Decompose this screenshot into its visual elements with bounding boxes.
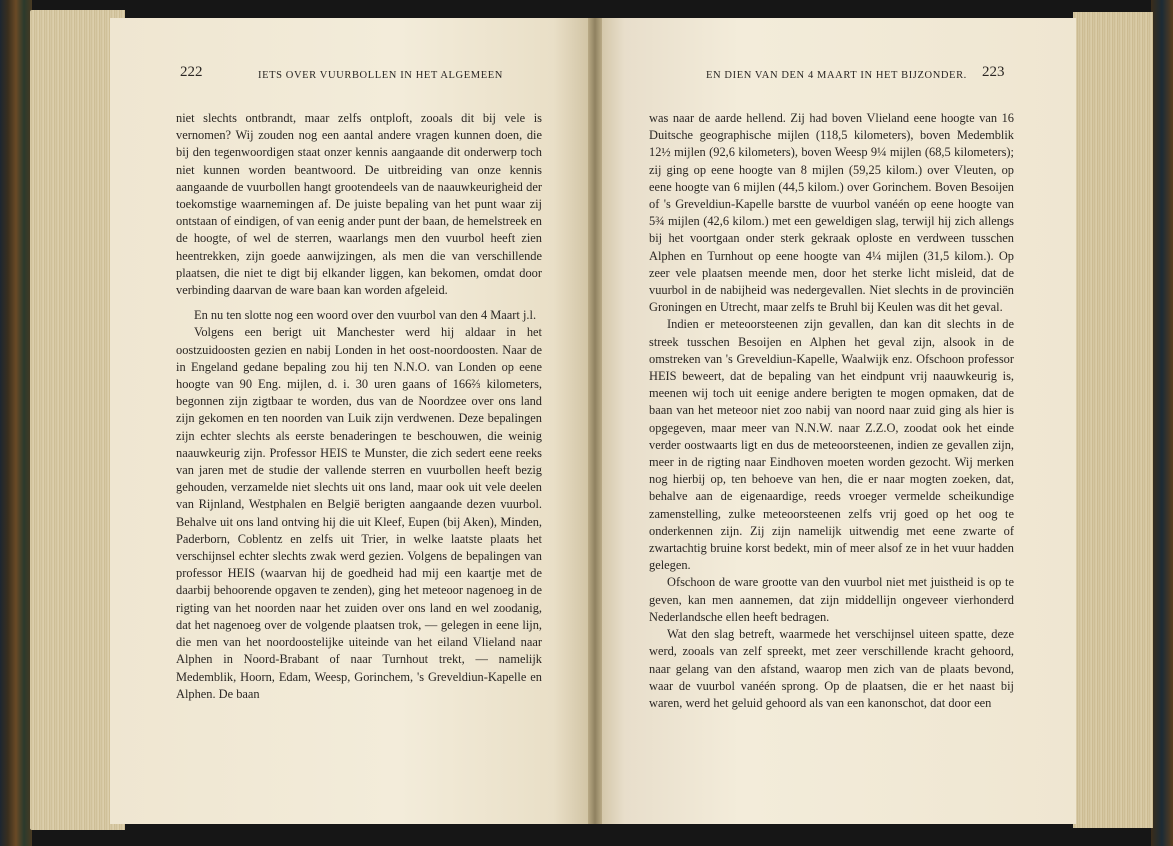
right-paragraph: Wat den slag betreft, waarmede het verschijnsel uiteen spatte, deze werd, zooals van zelf spreekt, met zeer verschillende kracht gehoord, naar gelang van den afstand, waarop men zich van de plaats bevond, waar de vuurbol vanéén sprong. Op de plaatsen, die er het naast bij waren, werd het geluid gehoord als van een kanonschot, dat door een — [649, 627, 1014, 710]
left-paragraph: Volgens een berigt uit Manchester werd hij aldaar in het oostzuidoosten gezien en nabij Londen in het oost-noordoosten. Naar de in Engeland gedane bepaling zou hij ten N.N.O. van Londen op eene hoogte van 90 Eng. mijlen, d. i. 30 uren gaans of 166⅔ kilometers, begonnen zijn zigtbaar te worden, dus van de Noordzee over ons land zijn gekomen en ten noorden van Luik zijn verdwenen. Deze bepalingen zijn echter slechts als eerste benaderingen te beschouwen, die weinig naauwkeurig zijn. Professor HEIS te Munster, die zich sedert eene reeks van jaren met de studie der vallende sterren en vuurbollen heeft bezig gehouden, verzamelde niet slechts uit ons land, maar ook uit vele deelen van Rijnland, Westphalen en België berigten aangaande dezen vuurbol. Behalve uit ons land ontving hij die uit Kleef, Eupen (bij Aken), Minden, Paderborn, Coblentz en zelfs uit Trier, in welke laatste plaats het verschijnsel echter slechts zwak werd gezien. Volgens de bepalingen van professor HEIS (waarvan hij de goedheid had mij een kaartje met de daarbij behoorende opgaven te zenden), ging het meteoor nagenoeg in de rigting van het noorden naar het zuiden over ons land en wel zoodanig, dat het nagenoeg over de volgende plaatsen trok, — gelegen in eene lijn, die men van het noordoostelijke uiteinde van het eiland Vlieland naar Alphen in Noord-Brabant of naar Turnhout trekt, — namelijk Medemblik, Hoorn, Edam, Weesp, Gorinchem, 's Greveldiun-Kapelle en Alphen. De baan — [176, 325, 542, 701]
page-stack-right — [1073, 12, 1153, 828]
right-paragraph: Indien er meteoorsteenen zijn gevallen, dan kan dit slechts in de streek tusschen Besoijen en Alphen het geval zijn, alsook in de omstreken van 's Greveldiun-Kapelle, Waalwijk enz. Ofschoon professor HEIS beweert, dat de bepaling van het eindpunt vrij naauwkeurig is, meenen wij toch uit eenige andere berigten te mogen opmaken, dat de baan van het meteoor niet zoo nabij van noord naar zuid ging als hier is opgegeven, maar meer van N.N.W. naar Z.Z.O, zoodat ook het einde verder oostwaarts ligt en dus de meteoorsteenen, indien ze gevallen zijn, meer in de rigting naar Eindhoven moeten worden gezocht. Wij merken nog hierbij op, ten behoeve van hen, die er naar mogten zoeken, dat, behalve aan de eigenaardige, reeds vroeger vermelde scheikundige zamenstelling, zulke meteoorsteenen zelfs vrij goed op het oog te onderkennen zijn. Zij zijn namelijk uitwendig met eene zwarte of zwartachtig bruine korst bedekt, min of meer alsof ze in het vuur hadden gelegen. — [649, 317, 1014, 573]
left-page-number: 222 — [180, 64, 203, 80]
book-gutter — [588, 18, 602, 824]
marbled-edge-right — [1151, 0, 1173, 846]
left-paragraph: En nu ten slotte nog een woord over den vuurbol van den 4 Maart j.l. — [194, 308, 537, 323]
left-page-body — [176, 110, 542, 703]
right-paragraph: Ofschoon de ware grootte van den vuurbol niet met juistheid is op te geven, kan men aannemen, dat zijn middellijn ongeveer vierhonderd Nederlandsche ellen heeft bedragen. — [649, 575, 1014, 624]
marbled-edge-left — [0, 0, 32, 846]
right-running-head: EN DIEN VAN DEN 4 MAART IN HET BIJZONDER. — [706, 70, 967, 81]
right-page-body — [649, 110, 1014, 712]
left-running-head: IETS OVER VUURBOLLEN IN HET ALGEMEEN — [258, 70, 503, 81]
right-paragraph: was naar de aarde hellend. Zij had boven Vlieland eene hoogte van 16 Duitsche geographische mijlen (118,5 kilometers), boven Medemblik 12½ mijlen (92,6 kilometers), boven Weesp 9¼ mijlen (68,5 kilometers); zij ging op eene hoogte van 8 mijlen (59,25 kilom.) over Vleuten, op eene hoogte van 6 mijlen (44,5 kilom.) over Gorinchem. Boven Besoijen of 's Greveldiun-Kapelle barstte de vuurbol vanéén op eene hoogte van 5¾ mijlen (42,6 kilom.) met een geweldigen slag, terwijl hij zich allengs bij het voortgaan onder sterk gekraak oploste en verdween tusschen Alphen en Turnhout op eene hoogte van 4¼ mijlen (31,5 kilom.). Op zeer vele plaatsen meende men, door het sterke licht misleid, dat de vuurbol in de nabijheid was nedergevallen. Niet slechts in de provinciën Groningen en Utrecht, maar zelfs te Bruhl bij Keulen was dit het geval. — [649, 111, 1014, 315]
left-paragraph: niet slechts ontbrandt, maar zelfs ontploft, zooals dit bij vele is vernomen? Wij zouden nog een aantal andere vragen kunnen doen, die bij den tegenwoordigen staat onzer kennis aangaande dit onderwerp toch niet kunnen worden beantwoord. De uitbreiding van onze kennis aangaande de vuurbollen hangt grootendeels van de naauwkeurigheid der toekomstige waarnemingen af. De juiste bepaling van het punt waar zij ontstaan of eindigen, of van eenig ander punt der baan, de hemelstreek en de hoogte, of wel de sterren, waarlangs men den vuurbol heeft zien heentrekken, zijn goede aanwijzingen, als men die van verschillende plaatsen, die niet te digt bij elkander liggen, kan bekomen, omdat door verbinding daarvan de ware baan kan worden afgeleid. — [176, 111, 542, 298]
right-page-number: 223 — [982, 64, 1005, 80]
